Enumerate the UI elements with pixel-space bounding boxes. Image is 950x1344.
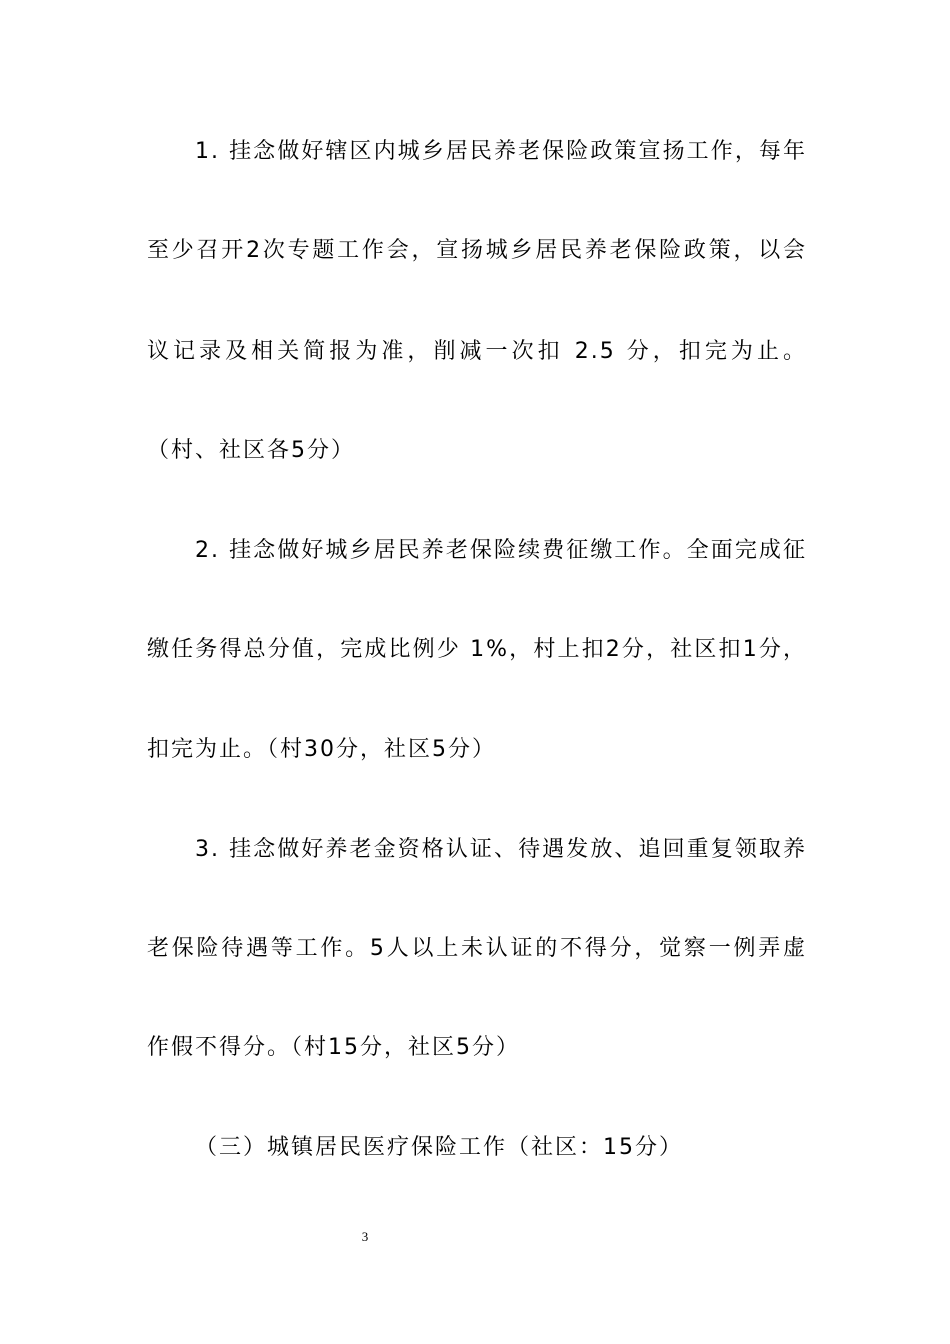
section-heading: （三）城镇居民医疗保险工作（社区：15分） (195, 1135, 683, 1160)
paragraph-3-line-2: 老保险待遇等工作。5人以上未认证的不得分，觉察一例弄虚 (147, 936, 807, 961)
paragraph-1-line-1: 1. 挂念做好辖区内城乡居民养老保险政策宣扬工作，每年 (195, 139, 807, 164)
paragraph-1-line-3: 议记录及相关简报为准，削减一次扣 2.5 分，扣完为止。 (147, 339, 807, 364)
paragraph-1-line-2: 至少召开2次专题工作会，宣扬城乡居民养老保险政策，以会 (147, 238, 807, 263)
paragraph-2-line-1: 2. 挂念做好城乡居民养老保险续费征缴工作。全面完成征 (195, 538, 807, 563)
paragraph-3-line-3: 作假不得分。（村15分，社区5分） (147, 1035, 520, 1060)
paragraph-2-line-3: 扣完为止。（村30分，社区5分） (147, 737, 496, 762)
page-number: 3 (361, 1229, 369, 1244)
paragraph-3-line-1: 3. 挂念做好养老金资格认证、待遇发放、追回重复领取养 (195, 837, 807, 862)
paragraph-1-line-4: （村、社区各5分） (147, 438, 355, 463)
paragraph-2-line-2: 缴任务得总分值，完成比例少 1%，村上扣2分，社区扣1分， (147, 637, 807, 662)
